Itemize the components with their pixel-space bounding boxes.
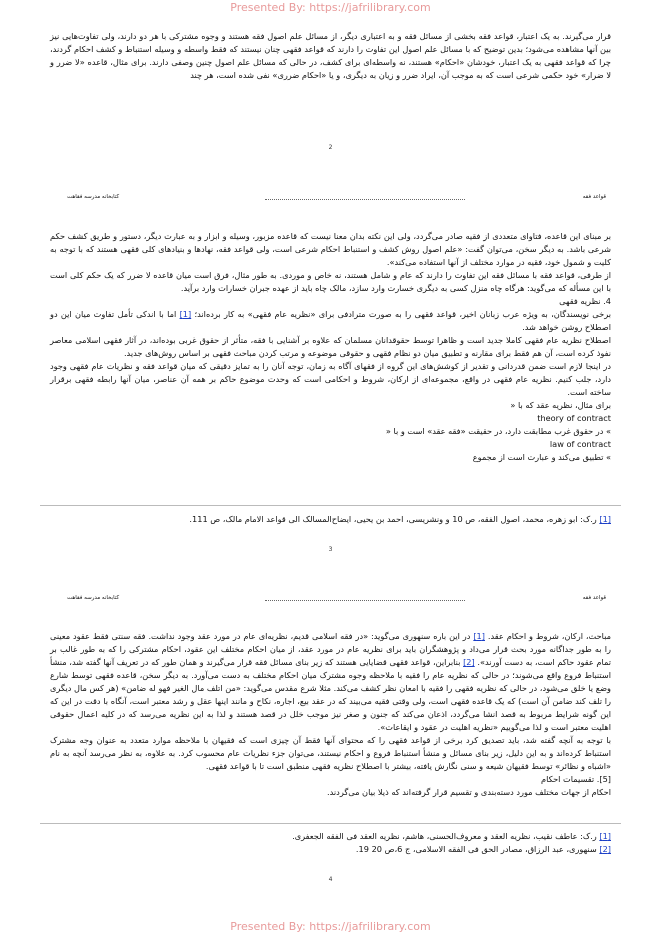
text-span: بنابراین، قواعد فقهی قضایایی هستند که زیر بنای مسائل فقه قرار می‌گیرند و همان طور که در تعریف آنها گفته شد، منشأ استنباط فروع واقع می‌شوند؛ در حالی که نظریه عام را فقیه با ملاحظه وجوه مشترک میان احکام مختلف به دست می‌آورد. به دیگر سخن، قاعده فقهی توسط شارع وضع یا خلق می‌شود، در حالی که نظریه فقهی را فقیه با امعان نظر کشف می‌کند. مثلا شرع مقدس می‌گوید: «من اتلف مال الغیر فهو له ضامن» (هر کس مال دیگری را تلف کند ضامن آن است) که یک قاعده فقهی است، ولی وقتی فقیه می‌بیند که در عقد بیع، اجاره، نکاح و مانند اینها عقل و رشد معتبر است، آنگاه با دقت در این که این گونه شرایط مربوط به قصد انشا می‌گردد، اذعان می‌کند که جنون و صغر نیز موجب خلل در قصد هستند و لذا به این نظریه می‌رسد که در کلیه اعمال حقوقی اهلیت معتبر است و لذا می‌گوییم «نظریه اهلیت در عقود و ایقاعات». [50, 657, 611, 732]
header-dotted-line [265, 199, 465, 200]
paragraph: بر مبنای این قاعده، فتاوای متعددی از فقیه صادر می‌گردد، ولی این نکته بدان معنا نیست که قاعده مزبور، وسیله و ابزار و به عبارت دیگر، دستور و طریق کشف حکم شرعی باشد. به دیگر سخن، می‌توان گفت: «علم اصول روش کشف و استنباط احکام شرعی است، ولی قواعد فقه، نهادها و بنیادهای کلی فقهی هستند که با توجه به کلیت و شمول خود، فقیه در موارد مختلف از آنها استفاده می‌کند». [50, 231, 611, 267]
page-header [55, 595, 606, 605]
header-book-title: قواعد فقه [582, 595, 606, 601]
top-banner: Presented By: https://jafrilibrary.com [230, 1, 431, 14]
paragraph: قرار می‌گیرند. به یک اعتبار، قواعد فقه بخشی از مسائل فقه و به اعتباری دیگر، از مسائل علم اصول فقه هستند و وجوه مشترکی با هر دو دارند، ولی تفاوت‌هایی نیز بین آنها مشاهده می‌شود؛ بدین توضیح که با مسائل علم اصول این تفاوت را دارند که قواعد فقهی چنان نیستند که فقط واسطه و وسیله استنباط و کشف احکام گردند، چرا که قواعد فقهی به یک اعتبار، خودشان «احکام» هستند، نه واسطه‌ای برای کشف، در حالی که مسائل علم اصول چنین وصفی دارند. برای مثال، قاعده «لا ضرر و لا ضرار» خود حکمی شرعی است که به موجب آن، ایراد ضرر و زیان به دیگری، و یا «احکام ضرری» نفی شده است، هر چند [50, 31, 611, 80]
paragraph: اصطلاح نظریه عام فقهی کاملا جدید است و ظاهرا توسط حقوقدانان مسلمان که علاوه بر آشنایی با فقه، متأثر از حقوق غربی بوده‌اند، در آثار فقهی اسلامی معاصر نفوذ کرده است، آن هم فقط برای مقارنه و تطبیق میان دو نظام فقهی و حقوقی موضوعه و مرتب کردن مباحث فقهی بر اساس روش‌های جدید. [50, 335, 611, 358]
paragraph: در اینجا لازم است ضمن قدردانی و تقدیر از کوشش‌های این گروه از فقهای آگاه به زمان، توجه آنان را به تمایز دقیقی که میان قواعد فقه و نظریات عام فقهی وجود دارد، جلب کنیم. نظریه عام فقهی در واقع، مجموعه‌ای از ارکان، شروط و احکامی است که وحدت موضوع حاکم بر همه آن عناصر، میان آنها رابطه فقهی برقرار ساخته است. [50, 361, 611, 397]
text-span: مباحث، ارکان، شروط و احکام عقد. [487, 631, 612, 641]
header-book-title: قواعد فقه [582, 194, 606, 200]
footnote-text: ر.ک: ابو زهره، محمد، اصول الفقه، ص 10 و ونشریسی، احمد بن یحیی، ایضاح‌المسالک الی قواعد الامام مالک، ص 111. [189, 514, 597, 524]
footnote-link[interactable]: [1] [599, 831, 611, 841]
text-span: برخی نویسندگان، به ویژه عرب زبانان اخیر، قواعد فقهی را به صورت مترادفی برای «نظریه عام فقهی» به کار برده‌اند؛ [194, 309, 611, 319]
middle-text-block [50, 230, 611, 464]
footnotes [50, 830, 611, 856]
paragraph: » در حقوق غرب مطابقت دارد، در حقیقت «فقه عقد» است و با « [385, 426, 611, 436]
english-term: theory of contract [537, 413, 611, 423]
paragraph: برای مثال، نظریه عقد که با « [510, 400, 611, 410]
footnote-link[interactable]: [1] [179, 309, 192, 319]
english-term: law of contract [549, 439, 611, 449]
section-heading: [5]. تقسیمات احکام [541, 774, 611, 784]
page-number: 4 [328, 876, 333, 883]
footnote-text: ر.ک: عاطف نقیب، نظریه العقد و معروف‌الحسنی، هاشم، نظریه العقد فی الفقه الجعفری. [292, 831, 597, 841]
footnote-separator [40, 505, 621, 506]
footnote-link[interactable]: [1] [473, 631, 485, 641]
bottom-text-block [50, 630, 611, 799]
section-heading: 4. نظریه فقهی [559, 296, 611, 306]
paragraph [50, 308, 611, 334]
header-library-name: کتابخانه مدرسه فقاهت [67, 194, 120, 200]
header-library-name: کتابخانه مدرسه فقاهت [67, 595, 120, 601]
text-span: اما با اندکی تأمل تفاوت میان این دو اصطلاح روشن خواهد شد. [50, 309, 611, 332]
footnote-link[interactable]: [2] [463, 657, 475, 667]
page-number: 3 [328, 546, 333, 553]
paragraph [50, 630, 611, 734]
paragraph: با توجه به آنچه گفته شد، باید تصدیق کرد برخی از قواعد فقهی را که محتوای آنها فقط آن چیزی است که فقیهان با ملاحظه موارد متعدد به عنوان وجه مشترک استنباط کرده‌اند و به این دلیل، زیر بنای مسائل و منشأ استنباط فروع و احکام نیستند، می‌توان جزء نظریات عام محسوب کرد. به علاوه، به نظر می‌رسد آنچه به نام «اشباه و نظائر» توسط فقیهان شیعه و سنی نگارش یافته، بیشتر با اصطلاح نظریه فقهی منطبق است تا با قواعد فقهی. [50, 735, 611, 771]
paragraph: » تطبیق می‌کند و عبارت است از مجموع [472, 452, 611, 462]
footnote-text: سنهوری، عبد الرزاق، مصادر الحق فی الفقه الاسلامی، ج 6،ص 20 19. [355, 844, 597, 854]
page-header [55, 194, 606, 204]
bottom-banner: Presented By: https://jafrilibrary.com [230, 920, 431, 933]
footnote [50, 513, 611, 526]
header-dotted-line [265, 600, 465, 601]
top-text-block [50, 30, 611, 82]
footnote-link[interactable]: [2] [599, 844, 611, 854]
text-span: در این باره سنهوری می‌گوید: «در فقه اسلامی قدیم، نظریه‌ای عام در مورد عقد وجود نداشت. فقه سنتی فقط عقود معینی را به طور جداگانه مورد بحث قرار می‌داد و پژوهشگران باید برای نظریه عام در مورد عقد، از میان احکام مختلف این عقود، احکام مشترکی را که به طور غالب بر تمام عقود حاکم است، به دست آورند». [50, 631, 612, 667]
paragraph: احکام از جهات مختلف مورد دسته‌بندی و تقسیم قرار گرفته‌اند که ذیلا بیان می‌گردند. [327, 787, 611, 797]
footnote-separator [40, 823, 621, 824]
page-number: 2 [328, 144, 333, 151]
paragraph: از طرفی، قواعد فقه با مسائل فقه این تفاوت را دارند که عام و شامل هستند، نه خاص و موردی. به طور مثال، فرق است میان قاعده لا ضرر که یک حکم کلی است با این مسأله که می‌گوید: هرگاه چاه منزل کسی به دیگری خسارت وارد سازد، مالک چاه باید از عهده جبران خسارات وارد برآید. [50, 270, 611, 293]
footnote-link[interactable]: [1] [599, 514, 611, 524]
